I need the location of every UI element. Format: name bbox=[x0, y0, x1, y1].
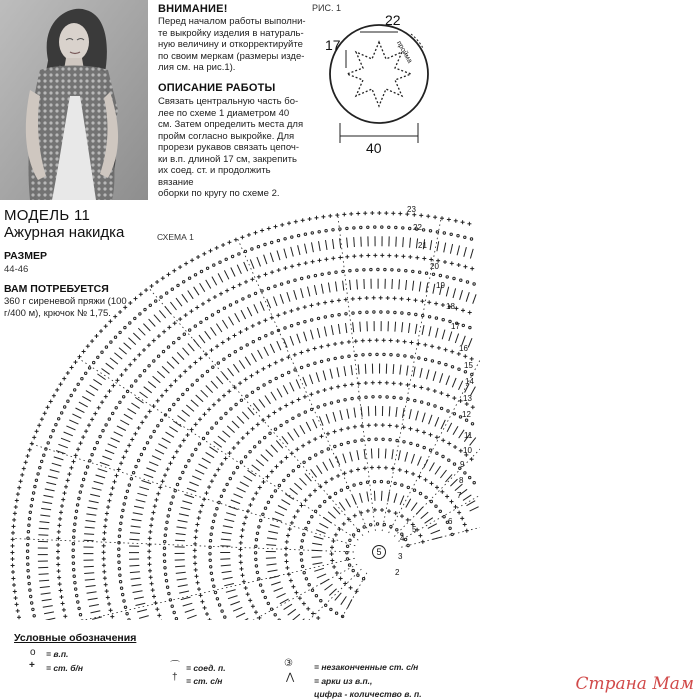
row-number: 13 bbox=[463, 394, 472, 403]
legend-text-arch-note: цифра - количество в. п. bbox=[314, 689, 422, 699]
figure1-dim-bottom: 40 bbox=[366, 140, 382, 156]
legend-text-sc: = ст. б/н bbox=[46, 663, 83, 673]
legend-text-arch: = арки из в.п., bbox=[314, 676, 373, 686]
materials-title: ВАМ ПОТРЕБУЕТСЯ bbox=[4, 283, 109, 295]
row-number: 4 bbox=[400, 534, 405, 543]
row-number: 18 bbox=[446, 302, 455, 311]
model-number: МОДЕЛЬ 11 bbox=[4, 207, 91, 224]
legend-text-dc: = ст. с/н bbox=[186, 676, 223, 686]
legend-symbol-chain: o bbox=[30, 647, 36, 658]
row-number: 9 bbox=[460, 460, 465, 469]
attention-title: ВНИМАНИЕ! bbox=[158, 3, 228, 15]
legend-symbol-unfinished: ③ bbox=[284, 658, 293, 669]
figure1-drawing bbox=[320, 8, 440, 158]
legend-text-unfinished: = незаконченные ст. с/н bbox=[314, 662, 419, 672]
model-name: Ажурная накидка bbox=[4, 224, 125, 241]
row-number: 23 bbox=[407, 205, 416, 214]
crochet-diagram bbox=[0, 195, 480, 620]
figure1-armhole-label: пройма bbox=[394, 40, 414, 65]
materials-text: 360 г сиреневой пряжи (100 г/400 м), крючок № 1,75. bbox=[4, 296, 127, 319]
scheme-center-label: 5 bbox=[372, 545, 386, 559]
attention-text: Перед началом работы выполни- те выкройку изделия в натураль- ную величину и откорректируйте по своим меркам (размеры изде- лия см. на рис.1). bbox=[158, 16, 306, 73]
size-title: РАЗМЕР bbox=[4, 250, 47, 262]
description-title: ОПИСАНИЕ РАБОТЫ bbox=[158, 82, 276, 94]
legend-title: Условные обозначения bbox=[14, 632, 137, 644]
row-number: 2 bbox=[395, 568, 400, 577]
legend-text-chain: = в.п. bbox=[46, 649, 69, 659]
row-number: 17 bbox=[451, 322, 460, 331]
row-number: 19 bbox=[436, 281, 445, 290]
row-number: 12 bbox=[462, 410, 471, 419]
row-number: 20 bbox=[430, 262, 439, 271]
figure1-dim-left: 17 bbox=[325, 37, 341, 53]
row-number: 16 bbox=[459, 344, 468, 353]
figure1-dim-top: 22 bbox=[385, 12, 401, 28]
row-number: 3 bbox=[398, 552, 403, 561]
row-number: 11 bbox=[464, 431, 473, 440]
model-photo bbox=[0, 0, 148, 200]
row-number: 15 bbox=[464, 361, 473, 370]
row-number: 6 bbox=[448, 517, 453, 526]
row-number: 14 bbox=[465, 377, 474, 386]
legend-symbol-sc: + bbox=[29, 660, 35, 671]
row-number: 21 bbox=[418, 241, 427, 250]
description-text: Связать центральную часть бо- лее по схеме 1 диаметром 40 см. Затем определить места для пройм согласно выкройке. Для прорези рукавов связать цепоч- ки в.п. длиной 17 см, закрепить их соед. ст. и продолжить вязание оборки по кругу по схеме 2. bbox=[158, 96, 304, 199]
legend-symbol-arch: ⋀ bbox=[286, 672, 295, 683]
figure1-label: РИС. 1 bbox=[312, 3, 341, 13]
row-number: 10 bbox=[463, 446, 472, 455]
legend-symbol-dc: † bbox=[172, 672, 178, 683]
row-number: 8 bbox=[459, 476, 464, 485]
legend-symbol-slip: ⌒ bbox=[170, 661, 180, 672]
scheme-label: СХЕМА 1 bbox=[157, 232, 194, 242]
row-number: 5 bbox=[412, 525, 417, 534]
legend-text-slip: = соед. п. bbox=[186, 663, 226, 673]
row-number: 22 bbox=[413, 223, 422, 232]
watermark-logo: Страна Мам bbox=[575, 674, 694, 694]
row-number: 7 bbox=[457, 491, 462, 500]
size-value: 44-46 bbox=[4, 264, 29, 275]
